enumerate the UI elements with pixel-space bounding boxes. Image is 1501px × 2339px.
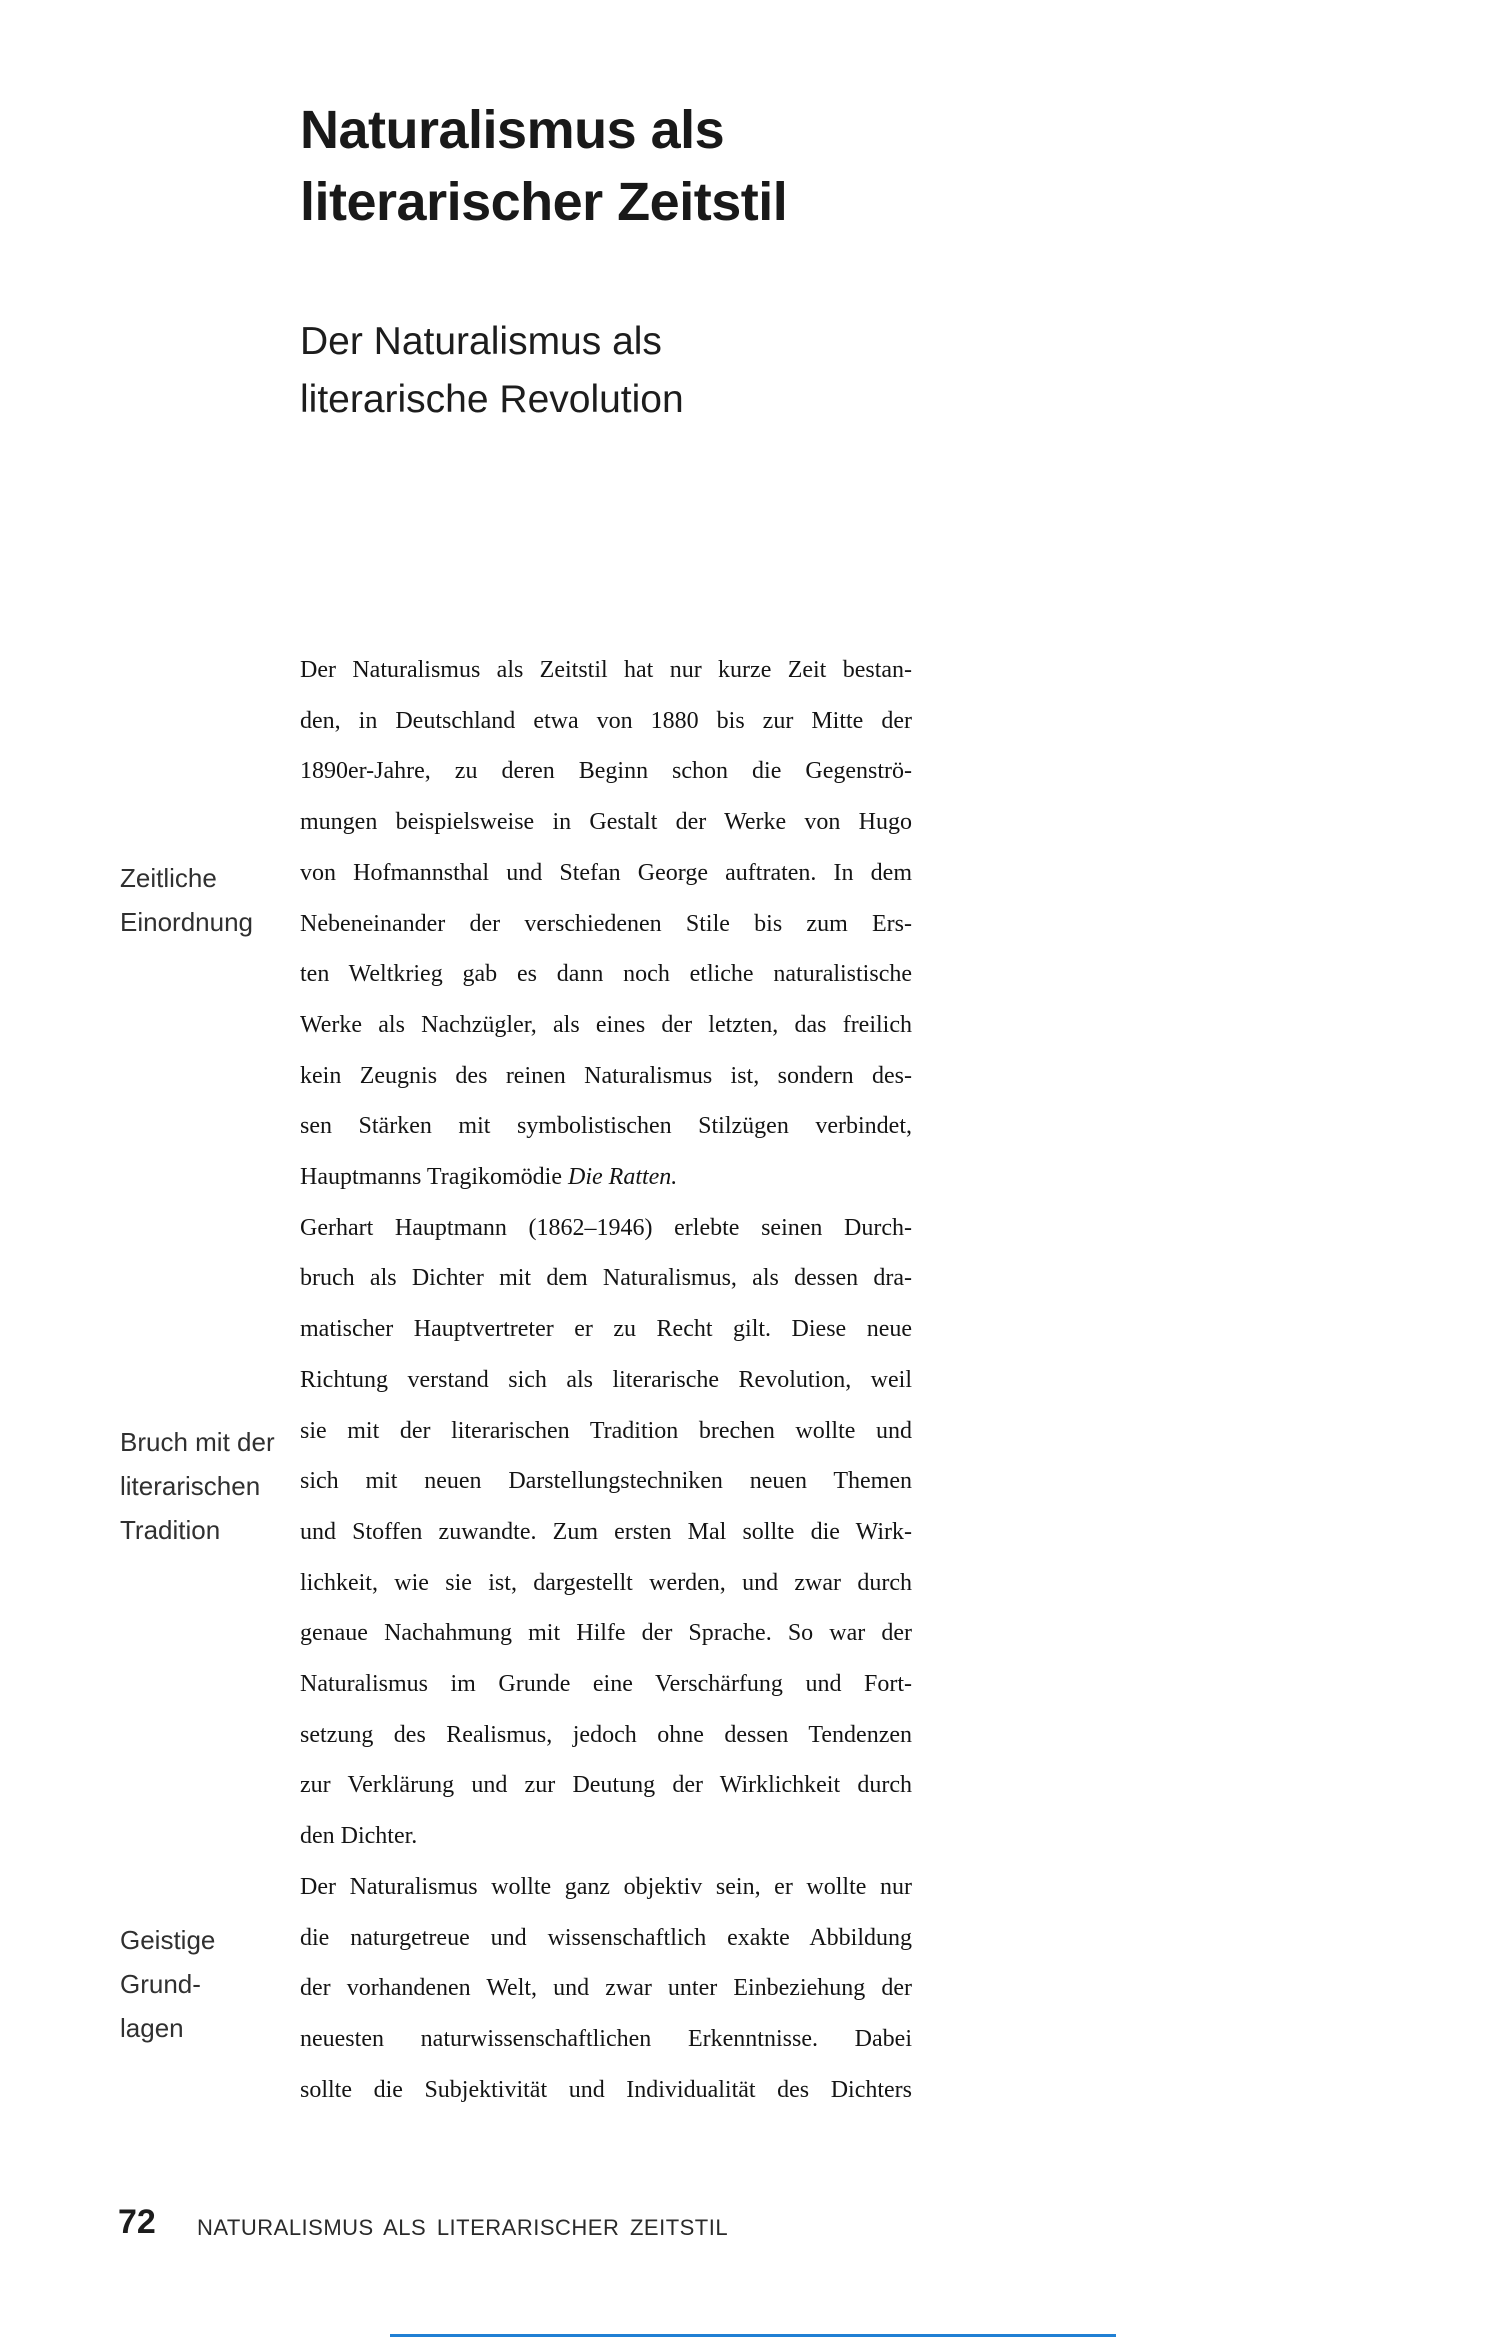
margin-note-line: Geistige Grund- bbox=[120, 1925, 216, 1999]
body-line: Werke als Nachzügler, als eines der letzten, das freilich bbox=[300, 1011, 912, 1038]
bottom-rule bbox=[390, 2334, 1116, 2337]
margin-note-geistige-grundlagen bbox=[120, 1918, 298, 2050]
section-subtitle bbox=[300, 313, 684, 429]
body-line: und Stoffen zuwandte. Zum ersten Mal sollte die Wirk- bbox=[300, 1518, 912, 1545]
margin-note-line: Zeitliche bbox=[120, 863, 217, 893]
margin-note-line: lagen bbox=[120, 2013, 184, 2043]
running-footer-title: NATURALISMUS ALS LITERARISCHER ZEITSTIL bbox=[197, 2215, 729, 2240]
margin-note-zeitliche-einordnung bbox=[120, 856, 298, 944]
body-line: neuesten naturwissenschaftlichen Erkenntnisse. Dabei bbox=[300, 2025, 912, 2052]
margin-note-line: Einordnung bbox=[120, 907, 253, 937]
margin-note-line: literarischen bbox=[120, 1471, 261, 1501]
body-line: der vorhandenen Welt, und zwar unter Einbeziehung der bbox=[300, 1975, 912, 2002]
body-line-text: Hauptmanns Tragikomödie bbox=[300, 1164, 562, 1191]
body-line: Der Naturalismus als Zeitstil hat nur kurze Zeit bestan- bbox=[300, 657, 912, 683]
body-line: Der Naturalismus wollte ganz objektiv sein, er wollte nur bbox=[300, 1873, 912, 1900]
body-line: 1890er-Jahre, zu deren Beginn schon die Gegenströ- bbox=[300, 758, 912, 785]
body-line: sich mit neuen Darstellungstechniken neuen Themen bbox=[300, 1468, 912, 1495]
body-line: zur Verklärung und zur Deutung der Wirklichkeit durch bbox=[300, 1772, 912, 1799]
body-line: kein Zeugnis des reinen Naturalismus ist, sondern des- bbox=[300, 1062, 912, 1089]
body-text-column bbox=[300, 645, 912, 2115]
section-subtitle-line-1: Der Naturalismus als bbox=[300, 320, 662, 363]
body-line: setzung des Realismus, jedoch ohne dessen Tendenzen bbox=[300, 1721, 912, 1748]
body-line: sie mit der literarischen Tradition brechen wollte und bbox=[300, 1417, 912, 1444]
body-line: von Hofmannsthal und Stefan George auftraten. In dem bbox=[300, 859, 912, 886]
work-title-die-ratten: Die Ratten. bbox=[568, 1164, 678, 1191]
body-line: Richtung verstand sich als literarische Revolution, weil bbox=[300, 1366, 912, 1393]
body-line: bruch als Dichter mit dem Naturalismus, als dessen dra- bbox=[300, 1265, 912, 1292]
chapter-title bbox=[300, 94, 787, 238]
body-line: sen Stärken mit symbolistischen Stilzügen verbindet, bbox=[300, 1113, 912, 1140]
body-line: Gerhart Hauptmann (1862–1946) erlebte seinen Durch- bbox=[300, 1214, 912, 1241]
body-line: matischer Hauptvertreter er zu Recht gilt. Diese neue bbox=[300, 1316, 912, 1343]
chapter-title-line-2: literarischer Zeitstil bbox=[300, 172, 788, 232]
body-line: lichkeit, wie sie ist, dargestellt werden, und zwar durch bbox=[300, 1569, 912, 1596]
chapter-title-line-1: Naturalismus als bbox=[300, 100, 725, 160]
margin-note-line: Tradition bbox=[120, 1515, 221, 1545]
section-subtitle-line-2: literarische Revolution bbox=[300, 378, 684, 421]
body-line: die naturgetreue und wissenschaftlich exakte Abbildung bbox=[300, 1924, 912, 1951]
body-line: Naturalismus im Grunde eine Verschärfung und Fort- bbox=[300, 1671, 912, 1698]
margin-note-bruch-tradition bbox=[120, 1420, 298, 1552]
page-number: 72 bbox=[118, 2203, 156, 2241]
body-line-with-work-title bbox=[300, 1152, 912, 1203]
body-line: den, in Deutschland etwa von 1880 bis zur Mitte der bbox=[300, 707, 912, 734]
body-line: Nebeneinander der verschiedenen Stile bis zum Ers- bbox=[300, 910, 912, 937]
body-line: genaue Nachahmung mit Hilfe der Sprache. So war der bbox=[300, 1620, 912, 1647]
body-line: sollte die Subjektivität und Individualität des Dichters bbox=[300, 2076, 912, 2103]
body-line: den Dichter. bbox=[300, 1823, 418, 1850]
body-line: ten Weltkrieg gab es dann noch etliche naturalistische bbox=[300, 961, 912, 988]
body-line: mungen beispielsweise in Gestalt der Werke von Hugo bbox=[300, 809, 912, 836]
margin-note-line: Bruch mit der bbox=[120, 1427, 275, 1457]
